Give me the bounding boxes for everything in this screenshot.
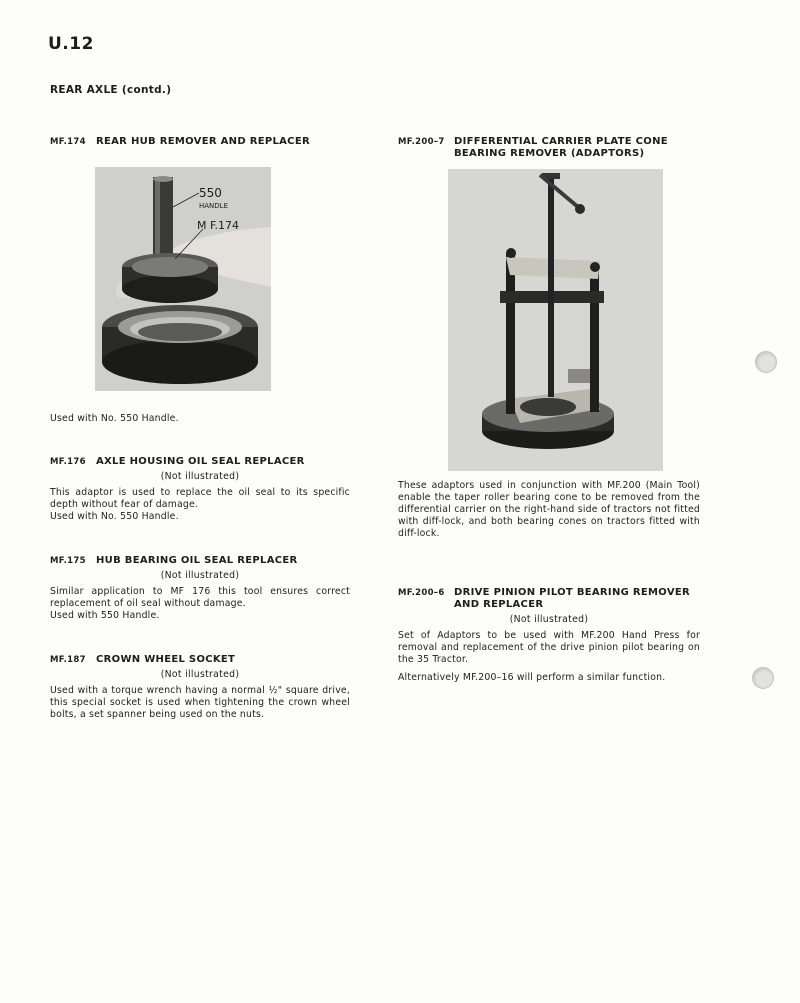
entry-heading xyxy=(50,136,350,148)
figure-label-tool: M F.174 xyxy=(197,219,240,232)
entry-body xyxy=(50,685,350,721)
body-line: Similar application to MF 176 this tool ensures correct replacement of oil seal without damage. xyxy=(50,586,350,609)
photo-carrier-plate-bearing-remover xyxy=(448,169,663,471)
page-number: U.12 xyxy=(48,34,94,54)
not-illustrated-note: (Not illustrated) xyxy=(160,669,240,680)
body-line: Used with a torque wrench having a normal ½" square drive, this special socket is used when tightening the crown wheel bolts, a set spanner being used on the nuts. xyxy=(50,685,350,720)
body-line: These adaptors used in conjunction with MF.200 (Main Tool) enable the taper roller bearing cone to be removed from the differential carrier on the right-hand side of tractors not fitted with diff-lock, and both bearing cones on tractors fitted with diff-lock. xyxy=(398,480,700,539)
tool-code: MF.200–7 xyxy=(398,137,445,147)
entry-body xyxy=(398,630,700,684)
figure-label-handle-word: HANDLE xyxy=(199,202,229,210)
body-line: Used with 550 Handle. xyxy=(50,610,160,621)
tool-title: DRIVE PINION PILOT BEARING REMOVER AND REPLACER xyxy=(454,587,690,610)
tool-title: REAR HUB REMOVER AND REPLACER xyxy=(96,136,310,147)
body-line: Alternatively MF.200–16 will perform a similar function. xyxy=(398,672,666,683)
punch-hole-top xyxy=(755,351,777,373)
tool-code: MF.175 xyxy=(50,556,86,566)
tool-title: DIFFERENTIAL CARRIER PLATE CONE BEARING REMOVER (ADAPTORS) xyxy=(454,136,668,159)
punch-hole-bottom xyxy=(752,667,774,689)
body-line: Used with No. 550 Handle. xyxy=(50,413,179,424)
tool-code: MF.174 xyxy=(50,137,86,147)
not-illustrated-note: (Not illustrated) xyxy=(160,471,240,482)
entry-mf200-6 xyxy=(398,587,700,684)
entry-mf175 xyxy=(50,555,350,622)
entry-body xyxy=(50,586,350,622)
entry-heading xyxy=(398,136,700,160)
entry-heading xyxy=(50,456,350,468)
entry-heading xyxy=(50,654,350,666)
body-line: Set of Adaptors to be used with MF.200 Hand Press for removal and replacement of the drive pinion pilot bearing on the 35 Tractor. xyxy=(398,630,700,665)
section-title: REAR AXLE (contd.) xyxy=(50,84,172,96)
tool-code: MF.176 xyxy=(50,457,86,467)
entry-body xyxy=(398,480,700,540)
body-line: Used with No. 550 Handle. xyxy=(50,511,179,522)
tool-code: MF.187 xyxy=(50,655,86,665)
tool-title: CROWN WHEEL SOCKET xyxy=(96,654,236,665)
tool-title: HUB BEARING OIL SEAL REPLACER xyxy=(96,555,298,566)
entry-mf176 xyxy=(50,456,350,523)
entry-heading xyxy=(398,587,700,611)
body-line: This adaptor is used to replace the oil seal to its specific depth without fear of damage. xyxy=(50,487,350,510)
tool-code: MF.200–6 xyxy=(398,588,445,598)
not-illustrated-note: (Not illustrated) xyxy=(509,614,589,625)
entry-heading xyxy=(50,555,350,567)
entry-body xyxy=(50,487,350,523)
entry-mf187 xyxy=(50,654,350,721)
figure-label-handle-number: 550 xyxy=(199,186,222,200)
tool-title: AXLE HOUSING OIL SEAL REPLACER xyxy=(96,456,305,467)
not-illustrated-note: (Not illustrated) xyxy=(160,570,240,581)
photo-rear-hub-remover xyxy=(95,167,271,391)
entry-body xyxy=(50,413,350,425)
